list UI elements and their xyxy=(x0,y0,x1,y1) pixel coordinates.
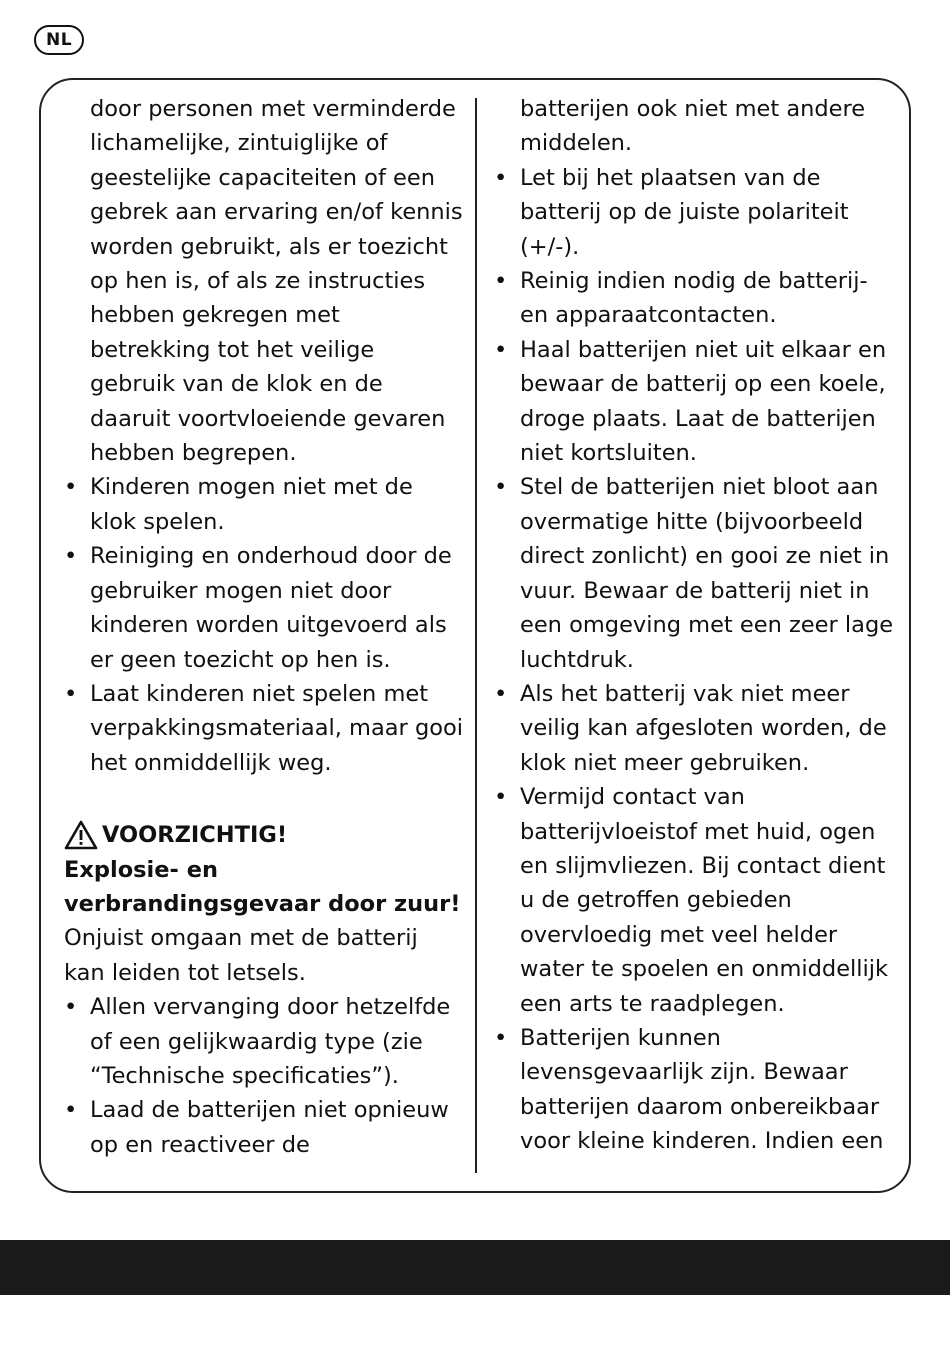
bullet-list xyxy=(494,161,894,1159)
list-item: • Haal batterijen niet uit elkaar en bewaar de batterij op een koele, droge plaats. Laat de batterijen niet kortsluiten. xyxy=(494,333,894,471)
continued-paragraph: door personen met verminderde lichamelijke, zintuiglijke of geestelijke capaciteiten of een gebrek aan ervaring en/of kennis worden gebruikt, als er toezicht op hen is, of als ze instructies hebben gekregen met betrekking tot het veilige gebruik van de klok en de daaruit voortvloeiende gevaren hebben begrepen. xyxy=(90,96,463,467)
list-item: • Laad de batterijen niet opnieuw op en reactiveer de xyxy=(64,1093,464,1162)
list-item: • Als het batterij vak niet meer veilig kan afgesloten worden, de klok niet meer gebruiken. xyxy=(494,677,894,780)
list-item: • Stel de batterijen niet bloot aan overmatige hitte (bijvoorbeeld direct zonlicht) en gooi ze niet in vuur. Bewaar de batterij niet in een omgeving met een zeer lage luchtdruk. xyxy=(494,470,894,676)
list-item: • Batterijen kunnen levensgevaarlijk zijn. Bewaar batterijen daarom onbereikbaar voor kleine kinderen. Indien een xyxy=(494,1021,894,1159)
warning-intro: Onjuist omgaan met de batterij kan leiden tot letsels. xyxy=(64,925,418,986)
warning-subtitle: Explosie- en verbrandingsgevaar door zuur! xyxy=(64,856,461,917)
list-item: • Allen vervanging door hetzelfde of een gelijkwaardig type (zie “Technische specificaties”). xyxy=(64,990,464,1093)
continued-paragraph: batterijen ook niet met andere middelen. xyxy=(520,96,866,157)
list-item: • Kinderen mogen niet met de klok spelen. xyxy=(64,470,464,539)
list-item: • Reiniging en onderhoud door de gebruiker mogen niet door kinderen worden uitgevoerd als er geen toezicht op hen is. xyxy=(64,539,464,677)
bullet-list xyxy=(64,470,464,780)
warning-heading xyxy=(64,818,464,852)
column-divider xyxy=(475,98,477,1173)
list-item: • Vermijd contact van batterijvloeistof met huid, ogen en slijmvliezen. Bij contact dient u de getroffen gebieden overvloedig met veel helder water te spoelen en onmiddellijk een arts te raadplegen. xyxy=(494,780,894,1021)
right-column xyxy=(494,92,894,1159)
left-column xyxy=(64,92,464,1162)
list-item: • Laat kinderen niet spelen met verpakkingsmateriaal, maar gooi het onmiddellijk weg. xyxy=(64,677,464,780)
list-item: • Let bij het plaatsen van de batterij op de juiste polariteit (+/-). xyxy=(494,161,894,264)
language-badge xyxy=(34,25,84,55)
warning-triangle-icon xyxy=(64,820,98,850)
warning-bullet-list xyxy=(64,990,464,1162)
list-item: • Reinig indien nodig de batterij- en apparaatcontacten. xyxy=(494,264,894,333)
warning-title: VOORZICHTIG! xyxy=(102,822,288,849)
language-code: NL xyxy=(45,30,73,50)
footer-bar xyxy=(0,1240,950,1295)
